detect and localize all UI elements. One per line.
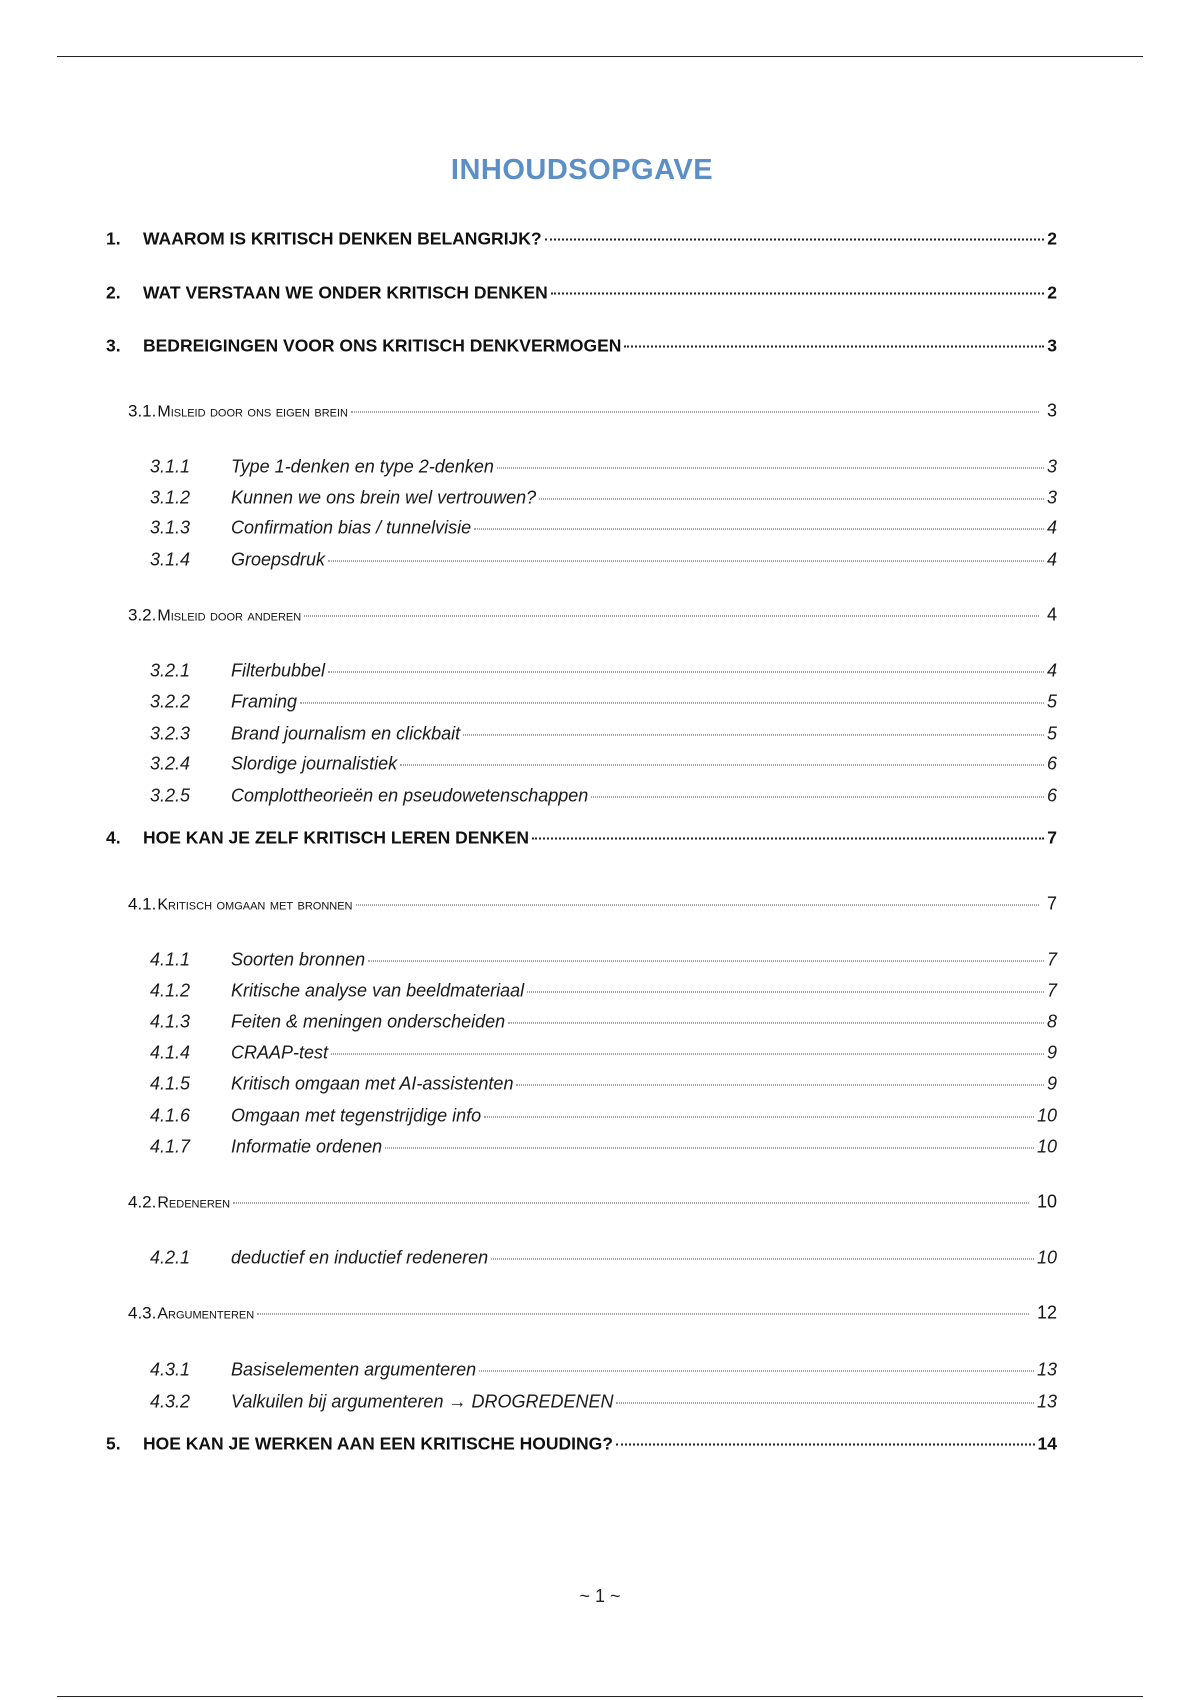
toc-page-number: 12	[1036, 1302, 1057, 1323]
toc-leader-dots	[484, 1117, 1034, 1118]
toc-page-number: 4	[1046, 549, 1057, 570]
toc-number: 4.1.7	[150, 1136, 191, 1157]
toc-subsection[interactable]	[150, 724, 1057, 745]
toc-page-number: 5	[1046, 723, 1057, 744]
toc-leader-dots	[304, 616, 1039, 617]
toc-number: 3.2.1	[150, 660, 191, 681]
toc-leader-dots	[368, 961, 1044, 962]
toc-number: 3.2.3	[150, 723, 191, 744]
toc-page-number: 8	[1046, 1011, 1057, 1032]
toc-leader-dots	[516, 1085, 1044, 1086]
toc-leader-dots	[300, 703, 1044, 704]
toc-label: Type 1-denken en type 2-denken	[231, 456, 494, 477]
toc-number: 4.3.2	[150, 1391, 191, 1412]
toc-leader-dots	[591, 797, 1044, 798]
toc-label: Argumenteren	[157, 1305, 255, 1323]
toc-page-number: 4	[1046, 517, 1057, 538]
toc-label: Framing	[231, 691, 298, 712]
toc-page-number: 3	[1047, 335, 1057, 356]
toc-section[interactable]	[128, 894, 1057, 915]
toc-leader-dots	[491, 1259, 1034, 1260]
toc-label: Kritisch omgaan met bronnen	[157, 896, 353, 914]
toc-leader-dots	[539, 499, 1044, 500]
toc-leader-dots	[328, 672, 1044, 673]
toc-page-number: 4	[1046, 604, 1057, 625]
toc-number: 4.3.1	[150, 1359, 191, 1380]
toc-page-number: 9	[1046, 1073, 1057, 1094]
toc-number: 4.1.4	[150, 1042, 191, 1063]
toc-subsection[interactable]	[150, 457, 1057, 478]
toc-section[interactable]	[128, 605, 1057, 626]
toc-number: 4.1.2	[150, 980, 191, 1001]
toc-label: Soorten bronnen	[231, 949, 366, 970]
toc-label: Redeneren	[157, 1194, 231, 1212]
toc-subsection[interactable]	[150, 1106, 1057, 1127]
toc-leader-dots	[257, 1314, 1029, 1315]
toc-leader-dots	[545, 239, 1045, 241]
toc-number: 4.2.	[128, 1192, 157, 1212]
toc-label: Groepsdruk	[231, 549, 326, 570]
toc-subsection[interactable]	[150, 692, 1057, 713]
toc-page-number: 5	[1046, 691, 1057, 712]
toc-number: 3.2.5	[150, 785, 191, 806]
toc-leader-dots	[624, 346, 1044, 348]
toc-leader-dots	[385, 1148, 1034, 1149]
toc-label: Slordige journalistiek	[231, 753, 398, 774]
toc-subsection[interactable]	[150, 1392, 1057, 1413]
toc-number: 3.1.2	[150, 487, 191, 508]
toc-number: 3.	[106, 335, 121, 356]
toc-page-number: 10	[1036, 1136, 1057, 1157]
toc-label: Informatie ordenen	[231, 1136, 383, 1157]
toc-page-number: 10	[1036, 1191, 1057, 1212]
toc-page-number: 7	[1046, 949, 1057, 970]
toc-section[interactable]	[128, 1303, 1057, 1324]
toc-label: WAT VERSTAAN WE ONDER KRITISCH DENKEN	[143, 282, 548, 303]
toc-number: 3.1.4	[150, 549, 191, 570]
toc-page-number: 3	[1046, 400, 1057, 421]
header-rule	[57, 56, 1143, 57]
toc-leader-dots	[331, 1054, 1044, 1055]
toc-leader-dots	[328, 561, 1044, 562]
toc-section[interactable]	[128, 1192, 1057, 1213]
toc-label: Kritische analyse van beeldmateriaal	[231, 980, 525, 1001]
toc-number: 4.	[106, 827, 121, 848]
toc-number: 4.1.	[128, 894, 157, 914]
toc-subsection[interactable]	[150, 518, 1057, 539]
toc-number: 5.	[106, 1433, 121, 1454]
toc-page-number: 9	[1046, 1042, 1057, 1063]
toc-page-number: 13	[1036, 1391, 1057, 1412]
toc-number: 3.2.4	[150, 753, 191, 774]
toc-label: CRAAP-test	[231, 1042, 329, 1063]
page-number-footer: ~ 1 ~	[579, 1586, 621, 1606]
toc-page-number: 2	[1047, 282, 1057, 303]
page-title: INHOUDSOPGAVE	[450, 154, 714, 186]
toc-label: deductief en inductief redeneren	[231, 1247, 489, 1268]
toc-page-number: 3	[1046, 487, 1057, 508]
toc-number: 4.1.6	[150, 1105, 191, 1126]
toc-chapter[interactable]	[106, 229, 1057, 250]
toc-leader-dots	[616, 1403, 1033, 1404]
toc-label: Complottheorieën en pseudowetenschappen	[231, 785, 589, 806]
toc-subsection[interactable]	[150, 786, 1057, 807]
toc-label: Valkuilen bij argumenteren → DROGREDENEN	[231, 1391, 614, 1412]
toc-subsection[interactable]	[150, 550, 1057, 571]
toc-page-number: 7	[1046, 980, 1057, 1001]
toc-leader-dots	[479, 1371, 1034, 1372]
toc-page-number: 14	[1037, 1433, 1057, 1454]
toc-number: 4.3.	[128, 1303, 157, 1323]
toc-subsection[interactable]	[150, 1360, 1057, 1381]
toc-label: Brand journalism en clickbait	[231, 723, 461, 744]
toc-label: Basiselementen argumenteren	[231, 1359, 477, 1380]
toc-number: 3.1.1	[150, 456, 191, 477]
toc-number: 1.	[106, 228, 121, 249]
toc-leader-dots	[508, 1023, 1044, 1024]
toc-chapter[interactable]	[106, 283, 1057, 304]
toc-leader-dots	[497, 468, 1044, 469]
toc-label: Misleid door ons eigen brein	[157, 403, 349, 421]
toc-label: BEDREIGINGEN VOOR ONS KRITISCH DENKVERMOGEN	[143, 335, 622, 356]
toc-leader-dots	[474, 529, 1044, 530]
toc-label: HOE KAN JE ZELF KRITISCH LEREN DENKEN	[143, 827, 529, 848]
toc-section[interactable]	[128, 401, 1057, 422]
toc-subsection[interactable]	[150, 950, 1057, 971]
toc-page-number: 10	[1036, 1105, 1057, 1126]
toc-chapter[interactable]	[106, 828, 1057, 849]
toc-label: Kunnen we ons brein wel vertrouwen?	[231, 487, 537, 508]
toc-number: 4.1.3	[150, 1011, 191, 1032]
toc-page-number: 10	[1036, 1247, 1057, 1268]
toc-subsection[interactable]	[150, 1012, 1057, 1033]
toc-label: HOE KAN JE WERKEN AAN EEN KRITISCHE HOUDING?	[143, 1433, 613, 1454]
toc-page-number: 6	[1046, 785, 1057, 806]
toc-page-number: 4	[1046, 660, 1057, 681]
toc-subsection[interactable]	[150, 661, 1057, 682]
toc-chapter[interactable]	[106, 336, 1057, 357]
toc-label: Feiten & meningen onderscheiden	[231, 1011, 506, 1032]
toc-label: WAAROM IS KRITISCH DENKEN BELANGRIJK?	[143, 228, 542, 249]
toc-subsection[interactable]	[150, 1137, 1057, 1158]
toc-page-number: 2	[1047, 228, 1057, 249]
toc-page-number: 3	[1046, 456, 1057, 477]
toc-leader-dots	[551, 293, 1044, 295]
toc-number: 4.1.5	[150, 1073, 191, 1094]
toc-label: Kritisch omgaan met AI-assistenten	[231, 1073, 514, 1094]
toc-leader-dots	[356, 905, 1039, 906]
toc-label: Confirmation bias / tunnelvisie	[231, 517, 472, 538]
toc-leader-dots	[463, 735, 1044, 736]
toc-subsection[interactable]	[150, 981, 1057, 1002]
toc-number: 3.2.2	[150, 691, 191, 712]
toc-page-number: 6	[1046, 753, 1057, 774]
toc-label: Omgaan met tegenstrijdige info	[231, 1105, 482, 1126]
toc-subsection[interactable]	[150, 754, 1057, 775]
toc-number: 2.	[106, 282, 121, 303]
toc-leader-dots	[351, 412, 1039, 413]
toc-page-number: 7	[1047, 827, 1057, 848]
toc-leader-dots	[616, 1444, 1035, 1446]
toc-number: 3.1.3	[150, 517, 191, 538]
toc-page-number: 7	[1046, 893, 1057, 914]
footer-rule	[57, 1696, 1143, 1697]
toc-subsection[interactable]	[150, 1074, 1057, 1095]
toc-number: 4.2.1	[150, 1247, 191, 1268]
toc-leader-dots	[532, 838, 1044, 840]
toc-chapter[interactable]	[106, 1434, 1057, 1455]
toc-label: Filterbubbel	[231, 660, 326, 681]
toc-number: 3.1.	[128, 401, 157, 421]
toc-number: 4.1.1	[150, 949, 191, 970]
toc-leader-dots	[527, 992, 1044, 993]
toc-leader-dots	[233, 1203, 1029, 1204]
toc-number: 3.2.	[128, 605, 157, 625]
toc-subsection[interactable]	[150, 488, 1057, 509]
toc-subsection[interactable]	[150, 1248, 1057, 1269]
toc-subsection[interactable]	[150, 1043, 1057, 1064]
toc-leader-dots	[400, 765, 1044, 766]
toc-label: Misleid door anderen	[157, 607, 302, 625]
toc-page-number: 13	[1036, 1359, 1057, 1380]
